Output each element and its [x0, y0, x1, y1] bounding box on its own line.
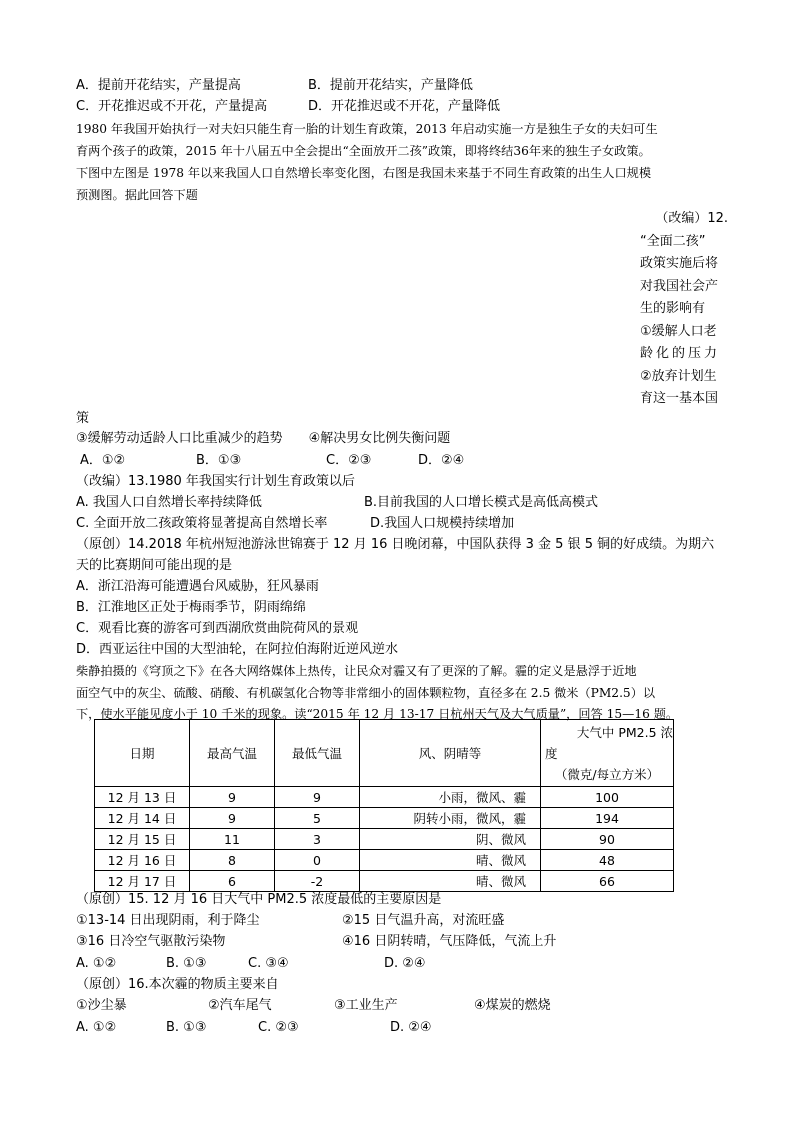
table-row — [95, 850, 674, 871]
q14-option-b: B．江淮地区正处于梅雨季节，阴雨绵绵 — [76, 600, 306, 615]
q16-item-4: ④煤炭的燃烧 — [474, 998, 551, 1013]
q14-option-d: D．西亚运往中国的大型油轮，在阿拉伯海附近逆风逆水 — [76, 642, 399, 657]
cell-date: 12 月 13 日 — [95, 787, 190, 808]
cell-max: 11 — [190, 829, 275, 850]
q11-option-a: A．提前开花结实，产量提高 — [76, 78, 241, 93]
intro-line-1: 1980 年我国开始执行一对夫妇只能生育一胎的计划生育政策，2013 年启动实施一方是独生子女的夫妇可生 — [76, 122, 658, 136]
header-wind: 风、阴晴等 — [360, 720, 541, 787]
header-max-temp: 最高气温 — [190, 720, 275, 787]
cell-max: 8 — [190, 850, 275, 871]
q12-items: ③缓解劳动适龄人口比重减少的趋势 ④解决男女比例失衡问题 — [76, 431, 451, 446]
table-row — [95, 787, 674, 808]
table-header-row — [95, 720, 674, 787]
q12-side-line: “全面二孩” — [640, 233, 706, 249]
q15-option-c: C. ③④ — [248, 956, 289, 971]
table-row — [95, 808, 674, 829]
q16-option-c: C. ②③ — [258, 1020, 299, 1035]
q12-side-line: （改编）12. — [655, 211, 728, 226]
q12-option-a: A．①② — [80, 453, 126, 468]
q15-option-b: B. ①③ — [166, 956, 207, 971]
cell-pm: 100 — [541, 787, 674, 808]
q16-item-3: ③工业生产 — [334, 998, 398, 1013]
table-row — [95, 829, 674, 850]
header-date: 日期 — [95, 720, 190, 787]
cell-date: 12 月 16 日 — [95, 850, 190, 871]
header-pm25-line3: （微克/每立方米） — [554, 766, 660, 782]
q12-side-line: 生的影响有 — [640, 301, 706, 316]
q15-option-a: A. ①② — [76, 956, 117, 971]
q16-option-b: B. ①③ — [166, 1020, 207, 1035]
q11-option-b: B．提前开花结实，产量降低 — [308, 78, 473, 93]
q15-option-d: D. ②④ — [384, 956, 426, 971]
q14-option-c: C．观看比赛的游客可到西湖欣赏曲院荷风的景观 — [76, 621, 359, 636]
cell-date: 12 月 15 日 — [95, 829, 190, 850]
q14-stem-line-1: （原创）14.2018 年杭州短池游泳世锦赛于 12 月 16 日晚闭幕，中国队获得 3 金 5 银 5 铜的好成绩。为期六 — [76, 537, 715, 552]
q15-item-2: ②15 日气温升高，对流旺盛 — [342, 913, 505, 928]
haze-intro-line-2: 面空气中的灰尘、硫酸、硝酸、有机碳氢化合物等非常细小的固体颗粒物，直径多在 2.5 微米（PM2.5）以 — [76, 686, 656, 700]
q12-option-b: B．①③ — [196, 453, 242, 468]
header-pm25-line1: 大气中 PM2.5 浓 — [576, 724, 673, 740]
q12-tail: 策 — [76, 411, 90, 426]
cell-max: 9 — [190, 787, 275, 808]
q12-side-line: ①缓解人口老 — [640, 323, 717, 339]
intro-line-2: 育两个孩子的政策，2015 年十八届五中全会提出“全面放开二孩”政策，即将终结36年来的独生子女政策。 — [76, 144, 651, 158]
q15-stem: （原创）15. 12 月 16 日大气中 PM2.5 浓度最低的主要原因是 — [76, 892, 442, 907]
q13-stem: （改编）13.1980 年我国实行计划生育政策以后 — [76, 474, 355, 489]
cell-date: 12 月 17 日 — [95, 871, 190, 892]
cell-pm: 90 — [541, 829, 674, 850]
q12-side-line: 龄化的压力 — [640, 346, 721, 361]
q13-option-a: A. 我国人口自然增长率持续降低 — [76, 495, 262, 510]
intro-line-3: 下图中左图是 1978 年以来我国人口自然增长率变化图，右图是我国未来基于不同生育政策的出生人口规模 — [76, 166, 652, 180]
q15-item-3: ③16 日冷空气驱散污染物 — [76, 934, 226, 949]
cell-max: 6 — [190, 871, 275, 892]
q14-stem-line-2: 天的比赛期间可能出现的是 — [76, 558, 233, 573]
cell-date: 12 月 14 日 — [95, 808, 190, 829]
cell-min: 0 — [275, 850, 360, 871]
q14-option-a: A．浙江沿海可能遭遇台风威胁，狂风暴雨 — [76, 579, 319, 594]
q12-side-line: 政策实施后将 — [640, 256, 719, 271]
q12-side-line: 对我国社会产 — [640, 278, 719, 294]
header-pm25 — [541, 720, 674, 787]
cell-max: 9 — [190, 808, 275, 829]
cell-wind: 晴、微风 — [360, 850, 541, 871]
haze-intro-line-1: 柴静拍摄的《穹顶之下》在各大网络媒体上热传，让民众对霾又有了更深的了解。霾的定义是悬浮于近地 — [76, 664, 637, 678]
table-row — [95, 871, 674, 892]
q16-option-d: D. ②④ — [390, 1020, 432, 1035]
cell-pm: 66 — [541, 871, 674, 892]
cell-wind: 阴转小雨，微风，霾 — [360, 808, 541, 829]
q16-option-a: A. ①② — [76, 1020, 117, 1035]
cell-min: -2 — [275, 871, 360, 892]
cell-wind: 晴、微风 — [360, 871, 541, 892]
cell-min: 3 — [275, 829, 360, 850]
q12-side-column — [640, 208, 728, 411]
cell-min: 9 — [275, 787, 360, 808]
q15-item-1: ①13-14 日出现阴雨，利于降尘 — [76, 913, 260, 928]
q13-option-c: C. 全面开放二孩政策将显著提高自然增长率 — [76, 516, 328, 531]
q12-side-line: ②放弃计划生 — [640, 368, 717, 384]
q12-side-line: 育这一基本国 — [640, 391, 719, 406]
q11-option-d: D．开花推迟或不开花，产量降低 — [308, 99, 501, 114]
q13-option-d: D.我国人口规模持续增加 — [370, 516, 515, 531]
cell-pm: 48 — [541, 850, 674, 871]
weather-table — [94, 719, 674, 892]
header-pm25-line2: 度 — [545, 745, 558, 761]
q11-option-c: C．开花推迟或不开花，产量提高 — [76, 99, 268, 114]
q12-option-d: D．②④ — [418, 453, 465, 468]
q12-option-c: C．②③ — [326, 453, 372, 468]
header-min-temp: 最低气温 — [275, 720, 360, 787]
cell-pm: 194 — [541, 808, 674, 829]
q16-item-2: ②汽车尾气 — [208, 998, 272, 1013]
cell-min: 5 — [275, 808, 360, 829]
haze-intro-line-3: 下，使水平能见度小于 10 千米的现象。读“2015 年 12 月 13-17 日杭州天气及大气质量”，回答 15—16 题。 — [76, 707, 679, 721]
intro-line-4: 预测图。据此回答下题 — [76, 188, 198, 202]
q13-option-b: B.目前我国的人口增长模式是高低高模式 — [364, 495, 599, 510]
q16-stem: （原创）16.本次霾的物质主要来自 — [76, 977, 279, 992]
cell-wind: 小雨，微风、霾 — [360, 787, 541, 808]
q16-item-1: ①沙尘暴 — [76, 998, 127, 1013]
q15-item-4: ④16 日阴转晴，气压降低，气流上升 — [342, 934, 557, 949]
cell-wind: 阴、微风 — [360, 829, 541, 850]
